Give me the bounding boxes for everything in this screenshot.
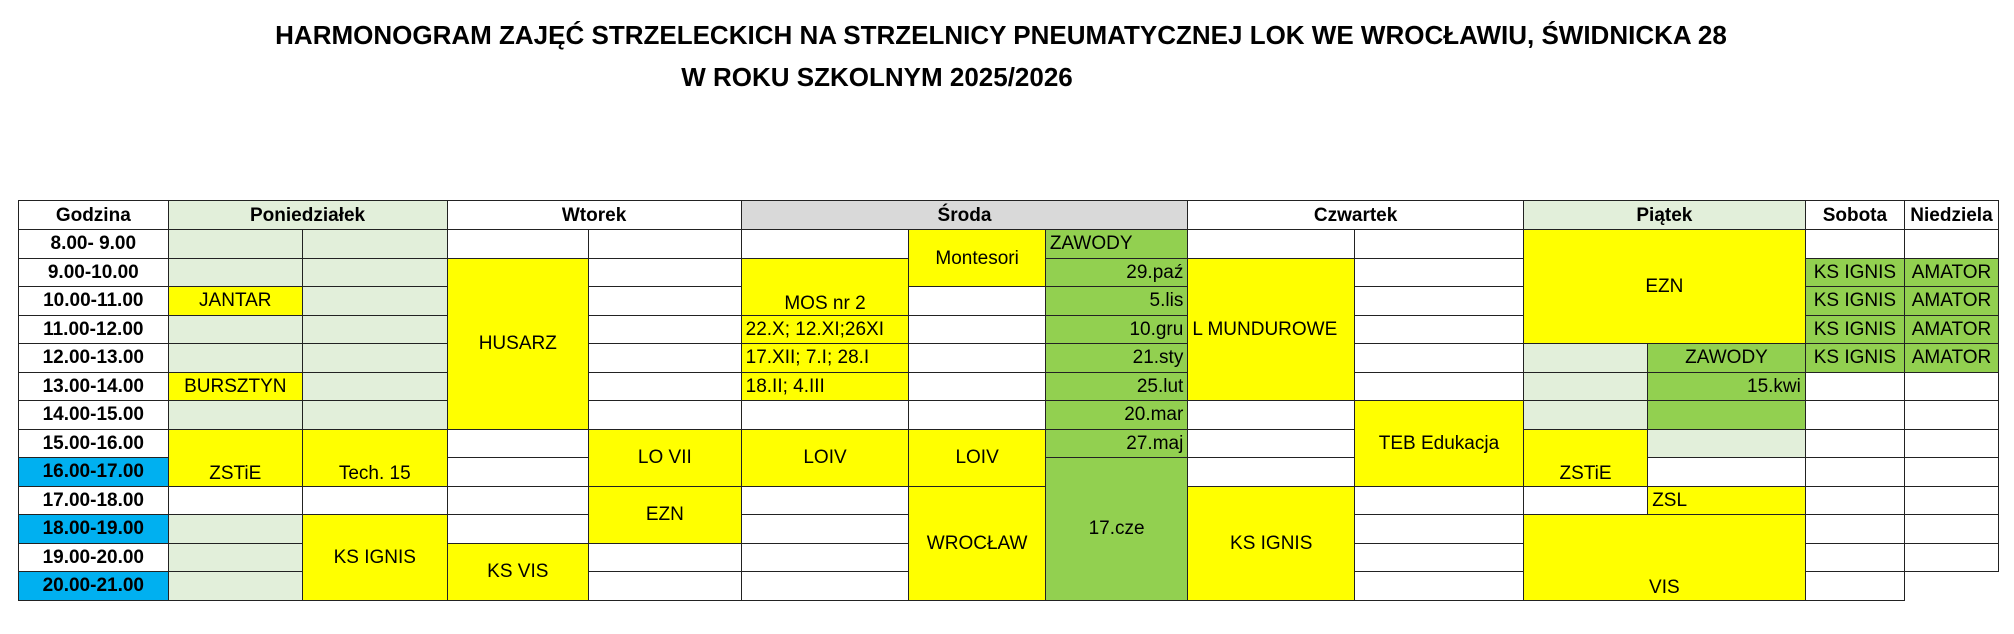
cell [1805, 543, 1904, 572]
cell [1904, 458, 1998, 487]
cell [589, 258, 742, 287]
cell [589, 230, 742, 259]
cell [168, 230, 302, 259]
table-row [19, 486, 1999, 515]
cell-mos-dates: 17.XII; 7.I; 28.I [741, 344, 909, 373]
header-poniedzialek: Poniedziałek [168, 201, 447, 230]
hour-cell: 13.00-14.00 [19, 372, 169, 401]
hour-cell: 10.00-11.00 [19, 287, 169, 316]
cell-mos-nr2: MOS nr 2 [741, 258, 909, 315]
table-row [19, 429, 1999, 458]
cell-montesori: Montesori [909, 230, 1045, 287]
cell-l-mundurowe: L MUNDUROWE [1188, 258, 1355, 401]
cell-amator: AMATOR [1904, 315, 1998, 344]
header-czwartek: Czwartek [1188, 201, 1524, 230]
cell-lo-vii: LO VII [589, 429, 742, 486]
cell-jantar: JANTAR [168, 287, 302, 316]
cell [1355, 486, 1524, 515]
cell [303, 486, 448, 515]
cell [589, 372, 742, 401]
cell [1523, 401, 1647, 430]
hour-cell: 18.00-19.00 [19, 515, 169, 544]
cell [589, 315, 742, 344]
cell-amator: AMATOR [1904, 344, 1998, 373]
cell [589, 344, 742, 373]
cell [168, 543, 302, 572]
cell [1523, 344, 1647, 373]
cell [303, 372, 448, 401]
cell-ezn-piatek: EZN [1523, 230, 1805, 344]
cell [1904, 429, 1998, 458]
cell [1904, 230, 1998, 259]
cell [741, 543, 909, 572]
cell [1355, 344, 1524, 373]
cell [1805, 372, 1904, 401]
cell [1523, 372, 1647, 401]
hour-cell: 8.00- 9.00 [19, 230, 169, 259]
cell [741, 401, 909, 430]
cell [168, 401, 302, 430]
cell-date: 5.lis [1045, 287, 1188, 316]
cell-mos-dates: 22.X; 12.XI;26XI [741, 315, 909, 344]
hour-cell: 9.00-10.00 [19, 258, 169, 287]
cell [1355, 372, 1524, 401]
cell-amator: AMATOR [1904, 287, 1998, 316]
header-sobota: Sobota [1805, 201, 1904, 230]
cell [741, 230, 909, 259]
cell-zstie-pt: ZSTiE [1523, 429, 1647, 486]
hour-cell: 14.00-15.00 [19, 401, 169, 430]
cell [447, 429, 588, 458]
cell [1904, 401, 1998, 430]
cell [1188, 458, 1355, 487]
header-niedziela: Niedziela [1904, 201, 1998, 230]
cell [741, 572, 909, 601]
hour-cell: 20.00-21.00 [19, 572, 169, 601]
cell-ks-ignis-sobota: KS IGNIS [1805, 258, 1904, 287]
cell [589, 401, 742, 430]
cell [1355, 572, 1524, 601]
header-row [19, 201, 1999, 230]
cell [1188, 401, 1355, 430]
cell [1904, 486, 1998, 515]
header-wtorek: Wtorek [447, 201, 741, 230]
cell [168, 258, 302, 287]
cell [1188, 429, 1355, 458]
hour-cell: 11.00-12.00 [19, 315, 169, 344]
cell [1648, 458, 1806, 487]
cell-husarz: HUSARZ [447, 258, 588, 429]
schedule-table [18, 200, 1999, 601]
cell [447, 515, 588, 544]
cell [1805, 230, 1904, 259]
cell-date: 25.lut [1045, 372, 1188, 401]
header-godzina: Godzina [19, 201, 169, 230]
cell [589, 572, 742, 601]
table-row [19, 401, 1999, 430]
cell-date: 29.paź [1045, 258, 1188, 287]
cell-bursztyn: BURSZTYN [168, 372, 302, 401]
cell [447, 486, 588, 515]
cell [168, 315, 302, 344]
cell [1188, 230, 1355, 259]
cell-loiv-1: LOIV [741, 429, 909, 486]
cell-amator: AMATOR [1904, 258, 1998, 287]
hour-cell: 19.00-20.00 [19, 543, 169, 572]
cell [741, 486, 909, 515]
header-sroda: Środa [741, 201, 1188, 230]
cell [168, 486, 302, 515]
cell [1355, 543, 1524, 572]
cell-zawody-piatek: ZAWODY [1648, 344, 1806, 373]
cell-tech15: Tech. 15 [303, 429, 448, 486]
cell [741, 515, 909, 544]
cell [447, 230, 588, 259]
cell [1355, 230, 1524, 259]
cell-ks-ignis-sobota: KS IGNIS [1805, 344, 1904, 373]
table-row [19, 230, 1999, 259]
hour-cell: 15.00-16.00 [19, 429, 169, 458]
cell-mos-dates: 18.II; 4.III [741, 372, 909, 401]
cell-vis: VIS [1523, 515, 1805, 601]
cell [909, 344, 1045, 373]
cell [303, 258, 448, 287]
cell-date: 27.maj [1045, 429, 1188, 458]
cell [168, 572, 302, 601]
cell-date: 10.gru [1045, 315, 1188, 344]
cell [1805, 572, 1904, 601]
cell [303, 401, 448, 430]
cell-ks-ignis-sobota: KS IGNIS [1805, 315, 1904, 344]
hour-cell: 12.00-13.00 [19, 344, 169, 373]
cell-date: 20.mar [1045, 401, 1188, 430]
header-piatek: Piątek [1523, 201, 1805, 230]
cell [1355, 258, 1524, 287]
cell [1805, 515, 1904, 544]
cell-ks-ignis-pon: KS IGNIS [303, 515, 448, 601]
cell-date: 21.sty [1045, 344, 1188, 373]
cell-ezn-wtorek: EZN [589, 486, 742, 543]
cell [1648, 401, 1806, 430]
cell-17cze: 17.cze [1045, 458, 1188, 601]
cell-wroclaw: WROCŁAW [909, 486, 1045, 600]
cell [589, 287, 742, 316]
cell-date: 15.kwi [1648, 372, 1806, 401]
cell [589, 543, 742, 572]
cell [909, 315, 1045, 344]
cell [303, 315, 448, 344]
cell-zsl: ZSL [1648, 486, 1806, 515]
cell [1904, 372, 1998, 401]
cell [1355, 287, 1524, 316]
table-row [19, 372, 1999, 401]
cell [1904, 543, 1998, 572]
cell [1355, 315, 1524, 344]
cell [303, 287, 448, 316]
hour-cell: 16.00-17.00 [19, 458, 169, 487]
cell-teb: TEB Edukacja [1355, 401, 1524, 487]
table-row [19, 344, 1999, 373]
cell [1648, 429, 1806, 458]
cell-zstie-pon: ZSTiE [168, 429, 302, 486]
cell [909, 372, 1045, 401]
cell [1805, 486, 1904, 515]
cell-loiv-2: LOIV [909, 429, 1045, 486]
cell [1805, 401, 1904, 430]
cell-ks-vis: KS VIS [447, 543, 588, 600]
cell [168, 515, 302, 544]
cell [168, 344, 302, 373]
cell [303, 230, 448, 259]
page-title: HARMONOGRAM ZAJĘĆ STRZELECKICH NA STRZELNICY PNEUMATYCZNEJ LOK WE WROCŁAWIU, ŚWIDNICKA 28 [275, 20, 1727, 50]
cell [909, 401, 1045, 430]
cell [447, 458, 588, 487]
cell [303, 344, 448, 373]
cell [909, 287, 1045, 316]
cell [1805, 458, 1904, 487]
hour-cell: 17.00-18.00 [19, 486, 169, 515]
cell [1805, 429, 1904, 458]
cell-ks-ignis-czwartek: KS IGNIS [1188, 486, 1355, 600]
cell [1523, 486, 1647, 515]
cell-zawody: ZAWODY [1045, 230, 1188, 259]
cell [1904, 515, 1998, 544]
page-subtitle: W ROKU SZKOLNYM 2025/2026 [681, 62, 1073, 92]
cell-ks-ignis-sobota: KS IGNIS [1805, 287, 1904, 316]
cell [1355, 515, 1524, 544]
